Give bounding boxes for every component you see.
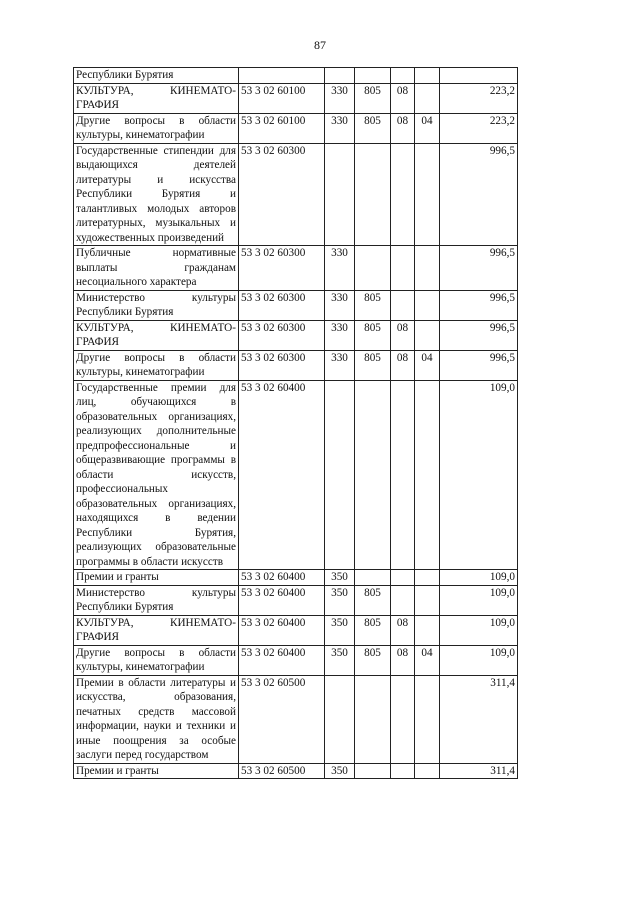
row-gr xyxy=(355,675,391,763)
table-row xyxy=(74,380,518,570)
row-csr: 53 3 02 60400 xyxy=(239,380,325,570)
table-row xyxy=(74,763,518,779)
row-gr: 805 xyxy=(355,290,391,320)
table-row xyxy=(74,675,518,763)
row-vr xyxy=(325,68,355,84)
row-name: КУЛЬТУРА, КИНЕМАТО-ГРАФИЯ xyxy=(74,615,239,645)
row-csr: 53 3 02 60400 xyxy=(239,615,325,645)
row-rz: 08 xyxy=(391,645,415,675)
row-sum: 109,0 xyxy=(440,570,518,586)
row-vr: 330 xyxy=(325,246,355,291)
row-vr: 330 xyxy=(325,320,355,350)
row-pr xyxy=(415,615,440,645)
row-sum: 996,5 xyxy=(440,350,518,380)
row-pr xyxy=(415,675,440,763)
row-vr xyxy=(325,675,355,763)
row-sum: 109,0 xyxy=(440,615,518,645)
row-gr xyxy=(355,143,391,246)
row-csr: 53 3 02 60100 xyxy=(239,83,325,113)
row-gr: 805 xyxy=(355,645,391,675)
row-csr: 53 3 02 60300 xyxy=(239,290,325,320)
table-row xyxy=(74,143,518,246)
row-rz: 08 xyxy=(391,83,415,113)
row-vr xyxy=(325,380,355,570)
row-vr: 330 xyxy=(325,83,355,113)
row-sum xyxy=(440,68,518,84)
row-pr: 04 xyxy=(415,113,440,143)
row-sum: 109,0 xyxy=(440,585,518,615)
row-vr: 350 xyxy=(325,645,355,675)
table-row xyxy=(74,615,518,645)
row-csr: 53 3 02 60100 xyxy=(239,113,325,143)
row-pr xyxy=(415,570,440,586)
row-csr: 53 3 02 60500 xyxy=(239,763,325,779)
row-rz xyxy=(391,585,415,615)
row-gr: 805 xyxy=(355,615,391,645)
row-vr: 330 xyxy=(325,290,355,320)
row-gr xyxy=(355,763,391,779)
row-pr xyxy=(415,763,440,779)
row-name: Государственные премии для лиц, обучающихся в образовательных организациях, реализующих дополнительные предпрофессиональные и общеразвивающие программы в области искусств, профессиональных образовательных организациях, находящихся в ведении Республики Бурятия, реализующих образовательные программы в области искусств xyxy=(74,380,239,570)
row-pr xyxy=(415,290,440,320)
row-gr: 805 xyxy=(355,83,391,113)
row-pr: 04 xyxy=(415,645,440,675)
row-rz xyxy=(391,246,415,291)
row-name: Премии в области литературы и искусства, образования, печатных средств массовой информации, науки и техники и иные поощрения за особые заслуги перед государством xyxy=(74,675,239,763)
row-vr: 350 xyxy=(325,570,355,586)
row-sum: 223,2 xyxy=(440,83,518,113)
row-gr: 805 xyxy=(355,113,391,143)
row-name: Публичные нормативные выплаты гражданам несоциального характера xyxy=(74,246,239,291)
row-pr xyxy=(415,68,440,84)
table-row xyxy=(74,290,518,320)
row-csr: 53 3 02 60300 xyxy=(239,143,325,246)
row-rz: 08 xyxy=(391,320,415,350)
row-pr xyxy=(415,320,440,350)
table-row xyxy=(74,320,518,350)
row-pr: 04 xyxy=(415,350,440,380)
row-gr: 805 xyxy=(355,585,391,615)
row-pr xyxy=(415,585,440,615)
row-sum: 996,5 xyxy=(440,143,518,246)
table-row xyxy=(74,246,518,291)
row-rz: 08 xyxy=(391,113,415,143)
row-vr: 330 xyxy=(325,350,355,380)
row-pr xyxy=(415,246,440,291)
row-name: КУЛЬТУРА, КИНЕМАТО-ГРАФИЯ xyxy=(74,83,239,113)
table-row xyxy=(74,585,518,615)
row-gr: 805 xyxy=(355,350,391,380)
row-rz xyxy=(391,570,415,586)
row-vr: 350 xyxy=(325,615,355,645)
row-vr: 330 xyxy=(325,113,355,143)
row-gr: 805 xyxy=(355,320,391,350)
row-rz xyxy=(391,143,415,246)
row-name: Премии и гранты xyxy=(74,570,239,586)
row-rz: 08 xyxy=(391,350,415,380)
row-name: Другие вопросы в области культуры, кинематографии xyxy=(74,350,239,380)
row-sum: 996,5 xyxy=(440,290,518,320)
row-csr xyxy=(239,68,325,84)
row-name: Республики Бурятия xyxy=(74,68,239,84)
row-pr xyxy=(415,380,440,570)
row-vr xyxy=(325,143,355,246)
row-rz xyxy=(391,675,415,763)
page-number: 87 xyxy=(314,38,326,52)
row-rz xyxy=(391,68,415,84)
row-name: Министерство культуры Республики Бурятия xyxy=(74,585,239,615)
row-name: КУЛЬТУРА, КИНЕМАТО-ГРАФИЯ xyxy=(74,320,239,350)
table-row xyxy=(74,113,518,143)
row-pr xyxy=(415,83,440,113)
row-gr xyxy=(355,380,391,570)
row-name: Другие вопросы в области культуры, кинематографии xyxy=(74,113,239,143)
row-csr: 53 3 02 60300 xyxy=(239,320,325,350)
row-name: Государственные стипендии для выдающихся деятелей литературы и искусства Республики Бурятия и талантливых молодых авторов литературных, музыкальных и художественных произведений xyxy=(74,143,239,246)
row-name: Премии и гранты xyxy=(74,763,239,779)
table-row xyxy=(74,645,518,675)
row-csr: 53 3 02 60400 xyxy=(239,645,325,675)
row-rz xyxy=(391,380,415,570)
budget-table xyxy=(73,67,518,779)
row-gr xyxy=(355,68,391,84)
row-rz xyxy=(391,763,415,779)
table-row xyxy=(74,350,518,380)
row-sum: 311,4 xyxy=(440,675,518,763)
row-sum: 996,5 xyxy=(440,320,518,350)
row-csr: 53 3 02 60300 xyxy=(239,246,325,291)
table-row xyxy=(74,570,518,586)
row-rz: 08 xyxy=(391,615,415,645)
row-pr xyxy=(415,143,440,246)
row-vr: 350 xyxy=(325,763,355,779)
row-csr: 53 3 02 60400 xyxy=(239,585,325,615)
row-vr: 350 xyxy=(325,585,355,615)
row-csr: 53 3 02 60300 xyxy=(239,350,325,380)
row-sum: 223,2 xyxy=(440,113,518,143)
row-sum: 109,0 xyxy=(440,380,518,570)
row-name: Другие вопросы в области культуры, кинематографии xyxy=(74,645,239,675)
row-sum: 996,5 xyxy=(440,246,518,291)
row-rz xyxy=(391,290,415,320)
row-name: Министерство культуры Республики Бурятия xyxy=(74,290,239,320)
row-sum: 109,0 xyxy=(440,645,518,675)
row-sum: 311,4 xyxy=(440,763,518,779)
row-csr: 53 3 02 60500 xyxy=(239,675,325,763)
row-gr xyxy=(355,570,391,586)
row-gr xyxy=(355,246,391,291)
table-row xyxy=(74,68,518,84)
table-row xyxy=(74,83,518,113)
row-csr: 53 3 02 60400 xyxy=(239,570,325,586)
